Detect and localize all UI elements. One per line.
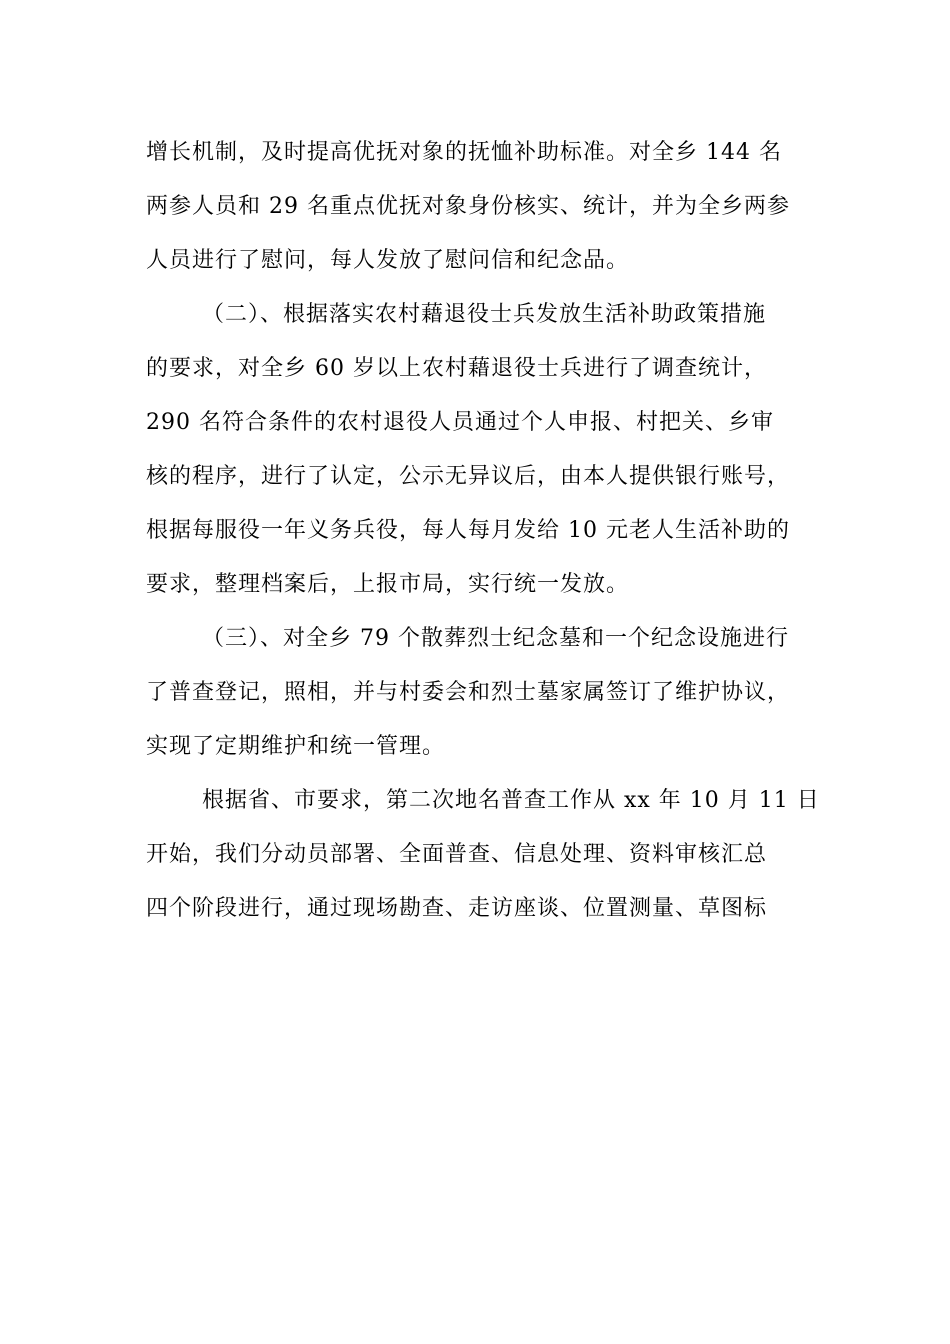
document-body	[146, 126, 820, 936]
text-line: （三）、对全乡 79 个散葬烈士纪念墓和一个纪念设施进行	[202, 626, 789, 651]
paragraph-2	[146, 288, 806, 612]
paragraph-1	[146, 126, 806, 288]
text-line: 四个阶段进行，通过现场勘查、走访座谈、位置测量、草图标	[146, 896, 768, 921]
text-line: 的要求，对全乡 60 岁以上农村藉退役士兵进行了调查统计，	[146, 356, 767, 381]
text-line: 了普查登记，照相，并与村委会和烈士墓家属签订了维护协议，	[146, 680, 791, 705]
text-line: 290 名符合条件的农村退役人员通过个人申报、村把关、乡审	[146, 410, 774, 435]
text-line: 核的程序，进行了认定，公示无异议后，由本人提供银行账号，	[146, 464, 791, 489]
text-line: 根据省、市要求，第二次地名普查工作从 xx 年 10 月 11 日	[202, 788, 820, 813]
text-line: 两参人员和 29 名重点优抚对象身份核实、统计，并为全乡两参	[146, 194, 790, 219]
text-line: 根据每服役一年义务兵役，每人每月发给 10 元老人生活补助的	[146, 518, 790, 543]
text-line: 开始，我们分动员部署、全面普查、信息处理、资料审核汇总	[146, 842, 768, 867]
paragraph-3	[146, 612, 806, 774]
text-line: 实现了定期维护和统一管理。	[146, 734, 446, 759]
text-line: 人员进行了慰问，每人发放了慰问信和纪念品。	[146, 248, 630, 273]
text-line: 增长机制，及时提高优抚对象的抚恤补助标准。对全乡 144 名	[146, 140, 782, 165]
text-line: （二）、根据落实农村藉退役士兵发放生活补助政策措施	[202, 302, 767, 327]
paragraph-4	[146, 774, 820, 936]
text-line: 要求，整理档案后，上报市局，实行统一发放。	[146, 572, 630, 597]
